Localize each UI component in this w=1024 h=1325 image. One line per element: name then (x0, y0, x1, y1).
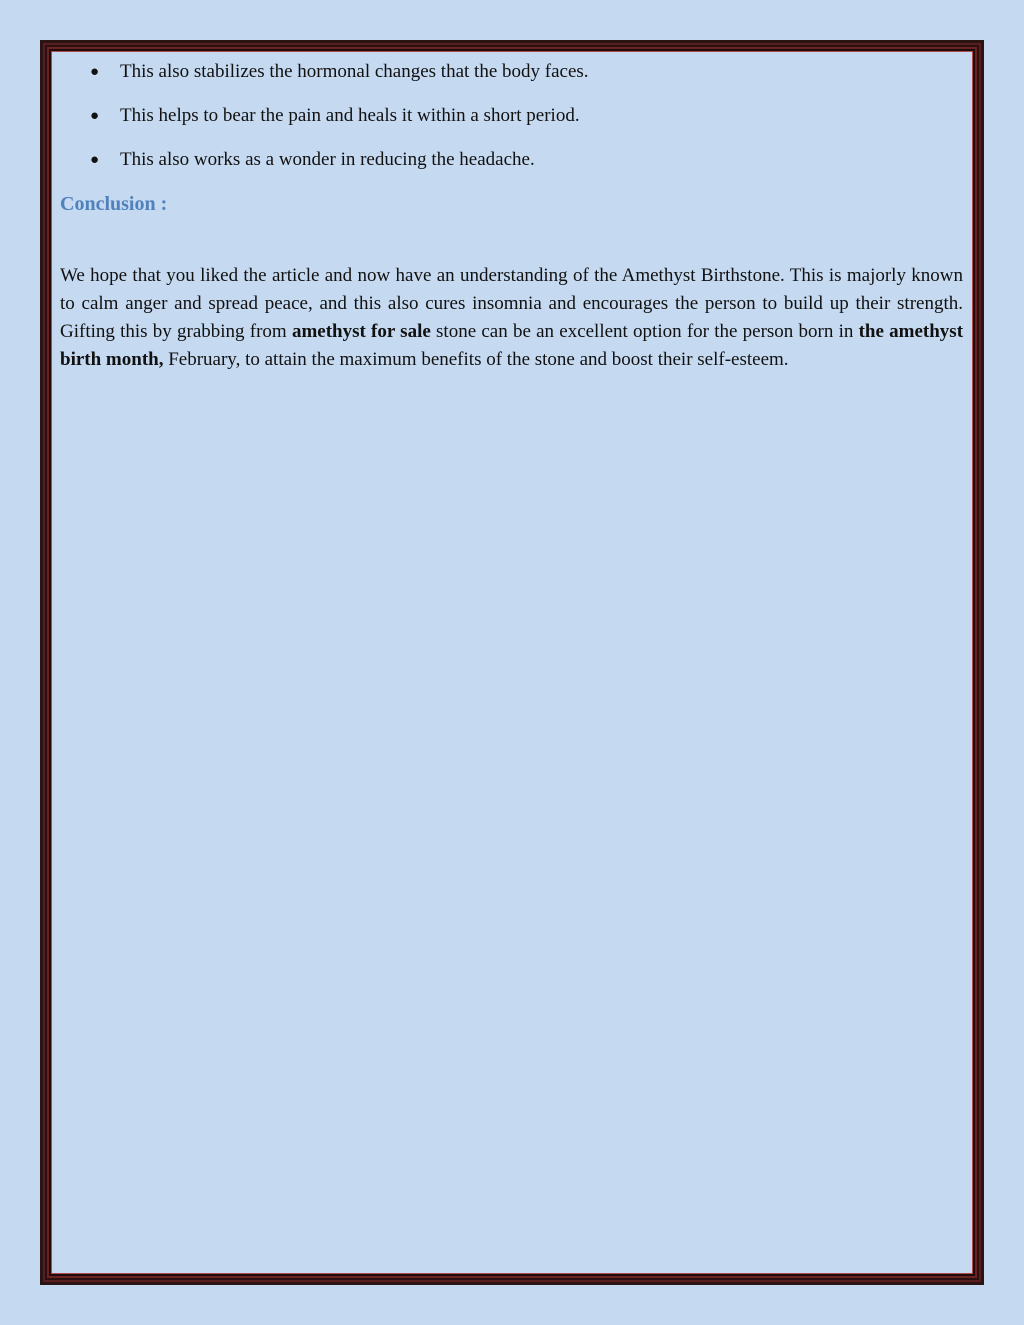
bullet-icon: ● (90, 64, 100, 80)
conclusion-text-part2: stone can be an excellent option for the person born in (430, 321, 859, 342)
list-item (60, 146, 963, 174)
list-item (60, 58, 963, 86)
conclusion-paragraph (60, 262, 963, 374)
list-item (60, 102, 963, 130)
benefits-list (60, 58, 963, 174)
bullet-icon: ● (90, 108, 100, 124)
birth-month-emphasis: the amethyst birth month, (60, 321, 964, 370)
conclusion-heading: Conclusion : (60, 193, 168, 215)
list-item-text: This also works as a wonder in reducing the headache. (120, 149, 535, 170)
list-item-text: This also stabilizes the hormonal changes that the body faces. (120, 61, 589, 82)
list-item-text: This helps to bear the pain and heals it within a short period. (120, 105, 580, 126)
amethyst-for-sale-link-text: amethyst for sale (291, 321, 431, 342)
bullet-icon: ● (90, 152, 100, 168)
conclusion-text-part3: February, to attain the maximum benefits of the stone and boost their self-esteem. (163, 349, 789, 370)
document-content (60, 58, 963, 374)
conclusion-text-part1: We hope that you liked the article and now have an understanding of the Amethyst Birthstone. This is majorly known to calm anger and spread peace, and this also cures insomnia and encourages the person to build up their strength. Gifting this by grabbing from (60, 265, 963, 342)
